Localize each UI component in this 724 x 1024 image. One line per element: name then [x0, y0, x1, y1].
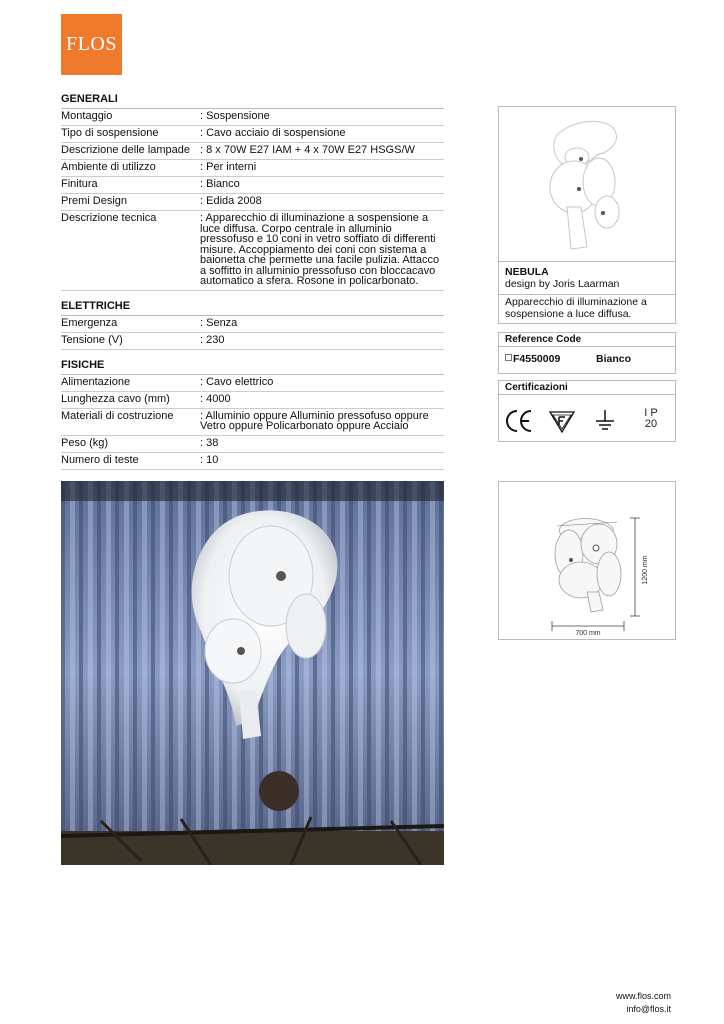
footer	[616, 990, 671, 1016]
spec-value: : Edida 2008	[200, 195, 262, 207]
spec-row	[61, 453, 444, 470]
f-mark-icon	[549, 408, 575, 434]
ip-value: 20	[644, 418, 658, 430]
reference-finish: Bianco	[596, 353, 632, 365]
logo-text: FLOS	[66, 33, 117, 55]
spec-label: Emergenza	[61, 316, 118, 329]
spec-value: : Senza	[200, 316, 238, 329]
spec-label: Descrizione tecnica	[61, 212, 157, 224]
footer-website[interactable]: www.flos.com	[615, 991, 671, 1001]
spec-value: : Cavo elettrico	[200, 375, 274, 388]
footer-email[interactable]: info@flos.it	[626, 1004, 671, 1014]
spec-table	[61, 92, 444, 470]
spec-row	[61, 392, 444, 409]
spec-row	[61, 436, 444, 453]
divider	[499, 294, 675, 295]
section-title-elettriche: ELETTRICHE	[61, 299, 444, 316]
spec-value: : Per interni	[200, 161, 257, 173]
checkbox-icon	[505, 354, 512, 361]
flos-logo	[61, 14, 122, 75]
divider	[499, 346, 675, 347]
product-designer: design by Joris Laarman	[505, 278, 620, 290]
spec-value: : Sospensione	[200, 110, 270, 122]
spec-label: Montaggio	[61, 110, 113, 122]
section-title-fisiche: FISICHE	[61, 358, 444, 375]
certifications-panel	[498, 380, 676, 442]
ip-label: I P	[644, 407, 658, 419]
spec-label: Numero di teste	[61, 453, 139, 466]
dimension-height-label: 1200 mm	[642, 555, 649, 585]
spec-row	[61, 143, 444, 160]
spec-label: Lunghezza cavo (mm)	[61, 392, 170, 405]
reference-code-title: Reference Code	[505, 334, 582, 345]
dimension-width-label: 700 mm	[575, 630, 601, 637]
ce-mark-icon	[505, 408, 533, 434]
spec-label: Peso (kg)	[61, 436, 109, 449]
spec-value: : 230	[200, 333, 225, 346]
section-title-generali: GENERALI	[61, 92, 444, 109]
spec-row	[61, 375, 444, 392]
ground-symbol-icon	[594, 408, 616, 434]
product-thumbnail	[499, 107, 675, 262]
spec-value: : Apparecchio di illuminazione a sospensione a luce diffusa. Corpo centrale in alluminio pressofuso e 10 coni in vetro soffiato di differenti misure. Accoppiamento dei coni con sistema a baionetta che permette una facile pulizia. Attacco a soffitto in alluminio pressofuso con bloccacavo automatico a sfera. Rosone in policarbonato.	[200, 212, 440, 287]
spec-label: Finitura	[61, 178, 98, 190]
spec-row	[61, 194, 444, 211]
product-summary-panel	[498, 106, 676, 324]
spec-value: : 38	[200, 436, 219, 449]
spec-value: : 8 x 70W E27 IAM + 4 x 70W E27 HSGS/W	[200, 144, 415, 156]
spec-label: Ambiente di utilizzo	[61, 161, 156, 173]
reference-code-value	[505, 353, 560, 365]
spec-value: : Cavo acciaio di sospensione	[200, 127, 346, 139]
spec-label: Materiali di costruzione	[61, 409, 174, 422]
spec-label: Tipo di sospensione	[61, 127, 159, 139]
spec-row	[61, 316, 444, 333]
spec-row	[61, 160, 444, 177]
reference-code-panel	[498, 332, 676, 374]
dimension-drawing-panel	[498, 481, 676, 640]
product-description: Apparecchio di illuminazione a sospensione a luce diffusa.	[505, 296, 647, 320]
product-photo	[61, 481, 444, 865]
spec-row	[61, 126, 444, 143]
spec-row	[61, 409, 444, 436]
spec-label: Premi Design	[61, 195, 128, 207]
spec-value: : 4000	[200, 392, 231, 405]
divider	[499, 394, 675, 395]
product-name: NEBULA	[505, 266, 549, 278]
spec-value: : 10	[200, 453, 219, 466]
spec-row	[61, 211, 444, 291]
spec-value: : Bianco	[200, 178, 240, 190]
reference-code-text: F4550009	[513, 353, 561, 365]
spec-value: : Alluminio oppure Alluminio pressofuso oppure Vetro oppure Policarbonato oppure Acciaio	[200, 409, 429, 432]
spec-label: Tensione (V)	[61, 333, 123, 346]
certifications-title: Certificazioni	[505, 382, 568, 393]
spec-row	[61, 177, 444, 194]
spec-label: Alimentazione	[61, 375, 131, 388]
spec-row	[61, 333, 444, 350]
spec-label: Descrizione delle lampade	[61, 144, 191, 156]
ip20-rating	[640, 408, 662, 434]
spec-row	[61, 109, 444, 126]
dimension-drawing	[499, 482, 675, 639]
